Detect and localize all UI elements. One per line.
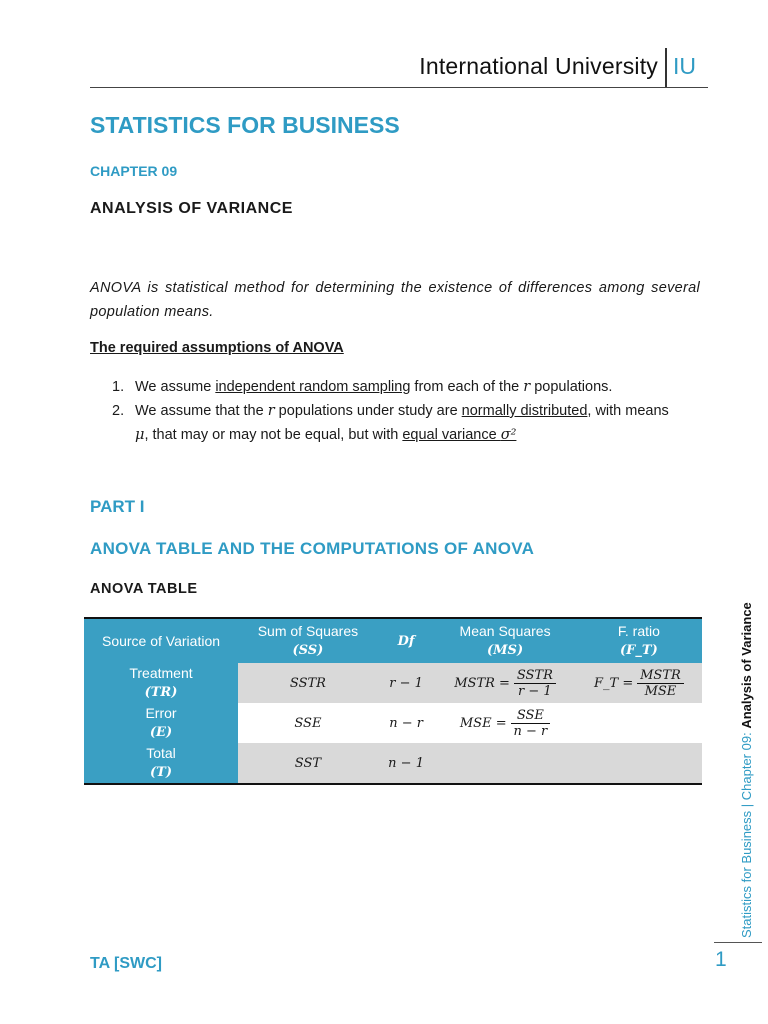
cell-df: n − 1	[378, 743, 435, 784]
table-row	[84, 703, 702, 743]
numerator: SSE	[511, 708, 551, 724]
chapter-subtitle: ANALYSIS OF VARIANCE	[90, 200, 293, 217]
text-run: , with means	[587, 403, 669, 419]
cell-df: r − 1	[378, 663, 435, 703]
fraction	[514, 668, 556, 699]
page-number: 1	[715, 948, 727, 971]
cell-f	[576, 703, 702, 743]
header-label: Mean Squares	[459, 623, 551, 639]
underlined-text: independent random sampling	[215, 379, 411, 395]
chapter-label: CHAPTER 09	[90, 163, 178, 179]
text-run: from each of the	[410, 379, 524, 395]
denominator: n − r	[513, 723, 548, 739]
math-symbol: r	[267, 403, 275, 419]
row-source	[84, 663, 238, 703]
fraction	[511, 708, 551, 739]
anova-table	[84, 617, 702, 785]
header-mean-squares	[434, 618, 575, 663]
text-run: We assume that the	[135, 403, 268, 419]
source-symbol: (TR)	[144, 685, 178, 700]
list-number: 1.	[112, 379, 125, 395]
numerator: MSTR	[637, 668, 684, 684]
header-label: F. ratio	[617, 623, 660, 639]
cell-ms	[434, 663, 575, 703]
header-source: Source of Variation	[84, 618, 238, 663]
source-label: Total	[146, 745, 176, 761]
assumptions-heading: The required assumptions of ANOVA	[90, 340, 344, 356]
math-symbol: σ²	[500, 427, 517, 443]
assumptions-list	[112, 375, 712, 447]
header-logo-text: IU	[673, 53, 696, 79]
source-symbol: (E)	[149, 725, 173, 740]
text-run: We assume	[135, 379, 216, 395]
table-row	[84, 663, 702, 703]
source-symbol: (T)	[150, 765, 172, 780]
math-symbol: μ	[135, 427, 145, 443]
cell-ms	[434, 743, 575, 784]
underlined-text	[402, 427, 516, 443]
denominator: MSE	[644, 683, 677, 699]
row-source	[84, 743, 238, 784]
table-row	[84, 743, 702, 784]
cell-df: n − r	[378, 703, 435, 743]
row-source	[84, 703, 238, 743]
cell-ss: SSTR	[238, 663, 378, 703]
cell-ss: SST	[238, 743, 378, 784]
list-item	[112, 375, 712, 399]
footer-author: TA [SWC]	[90, 955, 162, 972]
formula-lhs: F_T =	[594, 675, 634, 691]
header-f-ratio	[576, 618, 702, 663]
source-label: Treatment	[129, 665, 193, 681]
list-item	[112, 399, 712, 447]
source-label: Error	[145, 705, 177, 721]
sidebar-running-title	[739, 602, 754, 938]
formula-lhs: MSTR =	[454, 675, 510, 691]
cell-f	[576, 663, 702, 703]
header-symbol: Df	[397, 634, 415, 649]
denominator: r − 1	[518, 683, 552, 699]
header-sum-of-squares	[238, 618, 378, 663]
cell-ss: SSE	[238, 703, 378, 743]
intro-paragraph: ANOVA is statistical method for determining the existence of differences among several population means.	[90, 280, 700, 320]
sidebar-topic: Analysis of Variance	[739, 602, 754, 729]
table-title: ANOVA TABLE	[90, 581, 198, 597]
header-symbol: (MS)	[487, 643, 524, 658]
sidebar-book-title: Statistics for Business | Chapter 09:	[739, 732, 754, 938]
part-label: PART I	[90, 497, 145, 516]
header-title: International University	[419, 53, 658, 79]
text-run: populations.	[530, 379, 613, 395]
header-df	[378, 618, 435, 663]
part-title: ANOVA TABLE AND THE COMPUTATIONS OF ANOVA	[90, 539, 535, 558]
cell-ms	[434, 703, 575, 743]
header-symbol: (F_T)	[620, 643, 658, 658]
list-number: 2.	[112, 403, 125, 419]
text-run: , that may or may not be equal, but with	[144, 427, 403, 443]
formula-lhs: MSE =	[459, 715, 507, 731]
document-title: STATISTICS FOR BUSINESS	[90, 112, 400, 138]
header-divider	[665, 48, 667, 88]
page-header	[90, 48, 708, 88]
header-label: Sum of Squares	[257, 623, 359, 639]
table-header-row	[84, 618, 702, 663]
math-symbol: r	[523, 379, 531, 395]
sidebar-rule	[714, 942, 762, 943]
header-symbol: (SS)	[292, 643, 324, 658]
fraction	[637, 668, 684, 699]
header-rule	[90, 87, 708, 88]
underlined-text: normally distributed	[461, 403, 588, 419]
text-run: equal variance	[402, 427, 501, 443]
text-run: populations under study are	[274, 403, 462, 419]
numerator: SSTR	[514, 668, 556, 684]
cell-f	[576, 743, 702, 784]
